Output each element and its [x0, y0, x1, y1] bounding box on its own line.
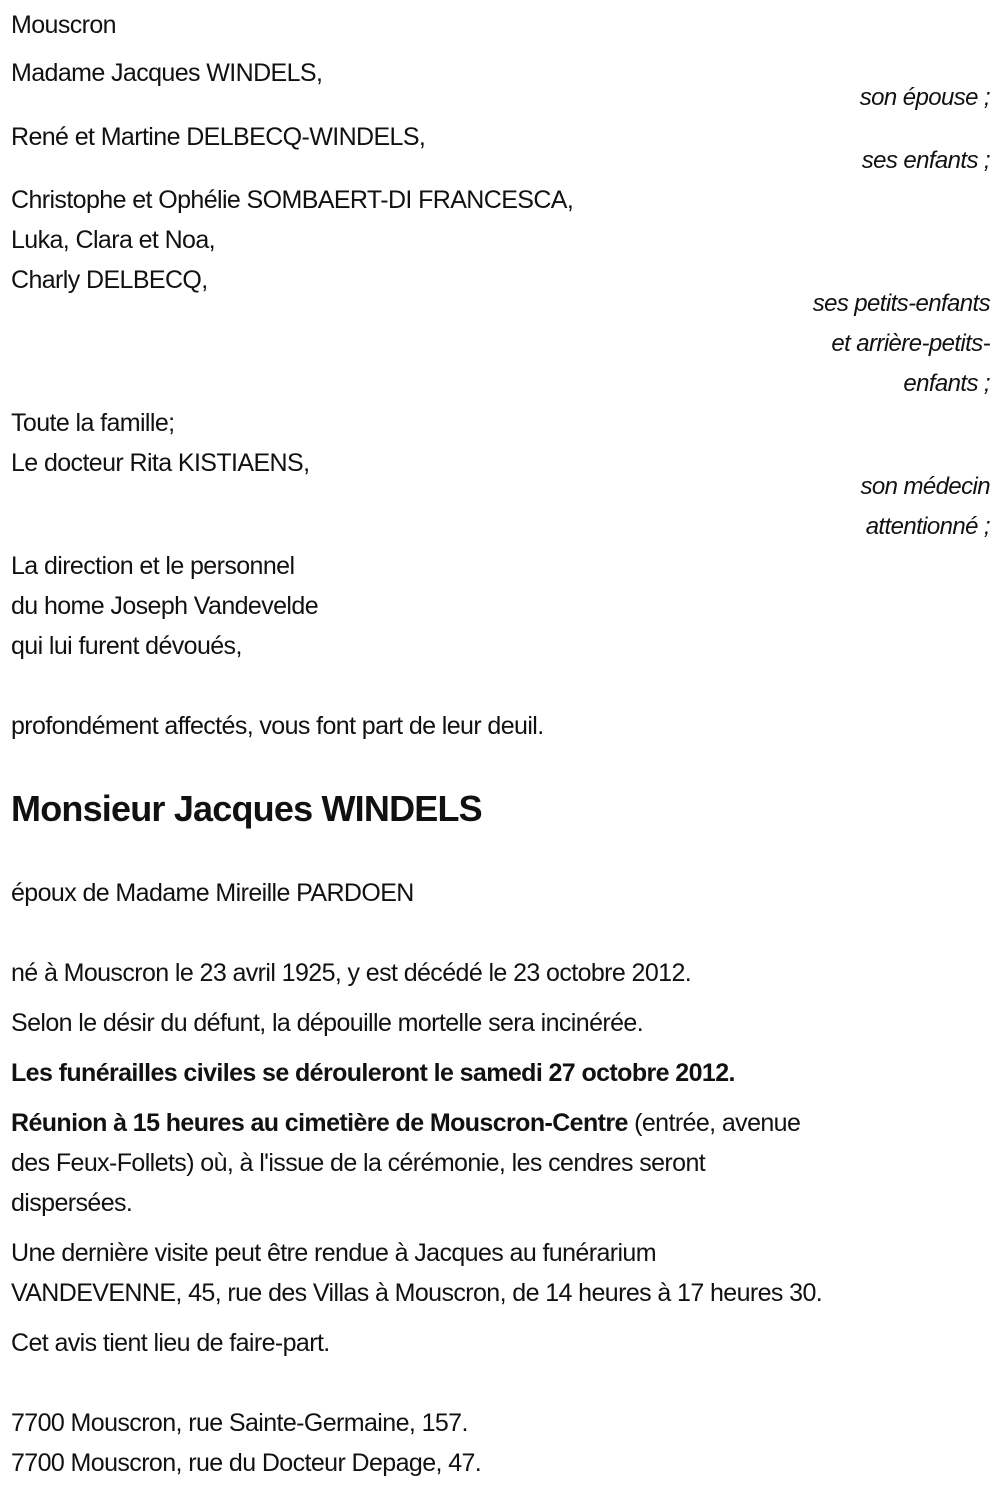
visit-line-2: VANDEVENNE, 45, rue des Villas à Mouscron, de 14 heures à 17 heures 30.	[11, 1279, 823, 1307]
relation-label: et arrière-petits-	[831, 330, 990, 357]
relation-label: ses petits-enfants	[812, 290, 990, 317]
town: Mouscron	[11, 11, 116, 39]
relation-label: attentionné ;	[865, 513, 990, 540]
family-line: Madame Jacques WINDELS,	[11, 59, 323, 87]
cremation: Selon le désir du défunt, la dépouille mortelle sera incinérée.	[11, 1009, 644, 1037]
announcement: profondément affectés, vous font part de leur deuil.	[11, 712, 544, 740]
family-line: Toute la famille;	[11, 409, 175, 437]
family-line: Le docteur Rita KISTIAENS,	[11, 449, 310, 477]
notice: Cet avis tient lieu de faire-part.	[11, 1329, 330, 1357]
meeting-bold: Réunion à 15 heures au cimetière de Mouscron-Centre	[11, 1109, 628, 1137]
family-line: René et Martine DELBECQ-WINDELS,	[11, 123, 426, 151]
deceased-name: Monsieur Jacques WINDELS	[11, 788, 482, 829]
relation-label: enfants ;	[903, 370, 990, 397]
family-line: La direction et le personnel	[11, 552, 295, 580]
relation-label: son épouse ;	[859, 84, 990, 111]
family-line: qui lui furent dévoués,	[11, 632, 242, 660]
family-line: Christophe et Ophélie SOMBAERT-DI FRANCESCA,	[11, 186, 574, 214]
address: 7700 Mouscron, rue du Docteur Depage, 47.	[11, 1449, 482, 1477]
family-line: du home Joseph Vandevelde	[11, 592, 318, 620]
family-line: Luka, Clara et Noa,	[11, 226, 215, 254]
meeting-line-3: dispersées.	[11, 1189, 133, 1217]
relation-label: son médecin	[860, 473, 990, 500]
visit-line-1: Une dernière visite peut être rendue à Jacques au funérarium	[11, 1239, 656, 1267]
meeting-line-1	[11, 1108, 800, 1138]
funeral-date: Les funérailles civiles se dérouleront le samedi 27 octobre 2012.	[11, 1059, 735, 1087]
birth-death: né à Mouscron le 23 avril 1925, y est décédé le 23 octobre 2012.	[11, 959, 692, 987]
meeting-line-2: des Feux-Follets) où, à l'issue de la cérémonie, les cendres seront	[11, 1149, 706, 1177]
relation-label: ses enfants ;	[861, 147, 990, 174]
meeting-rest: (entrée, avenue	[627, 1109, 801, 1137]
address: 7700 Mouscron, rue Sainte-Germaine, 157.	[11, 1409, 468, 1437]
spouse-line: époux de Madame Mireille PARDOEN	[11, 879, 414, 907]
family-line: Charly DELBECQ,	[11, 266, 208, 294]
